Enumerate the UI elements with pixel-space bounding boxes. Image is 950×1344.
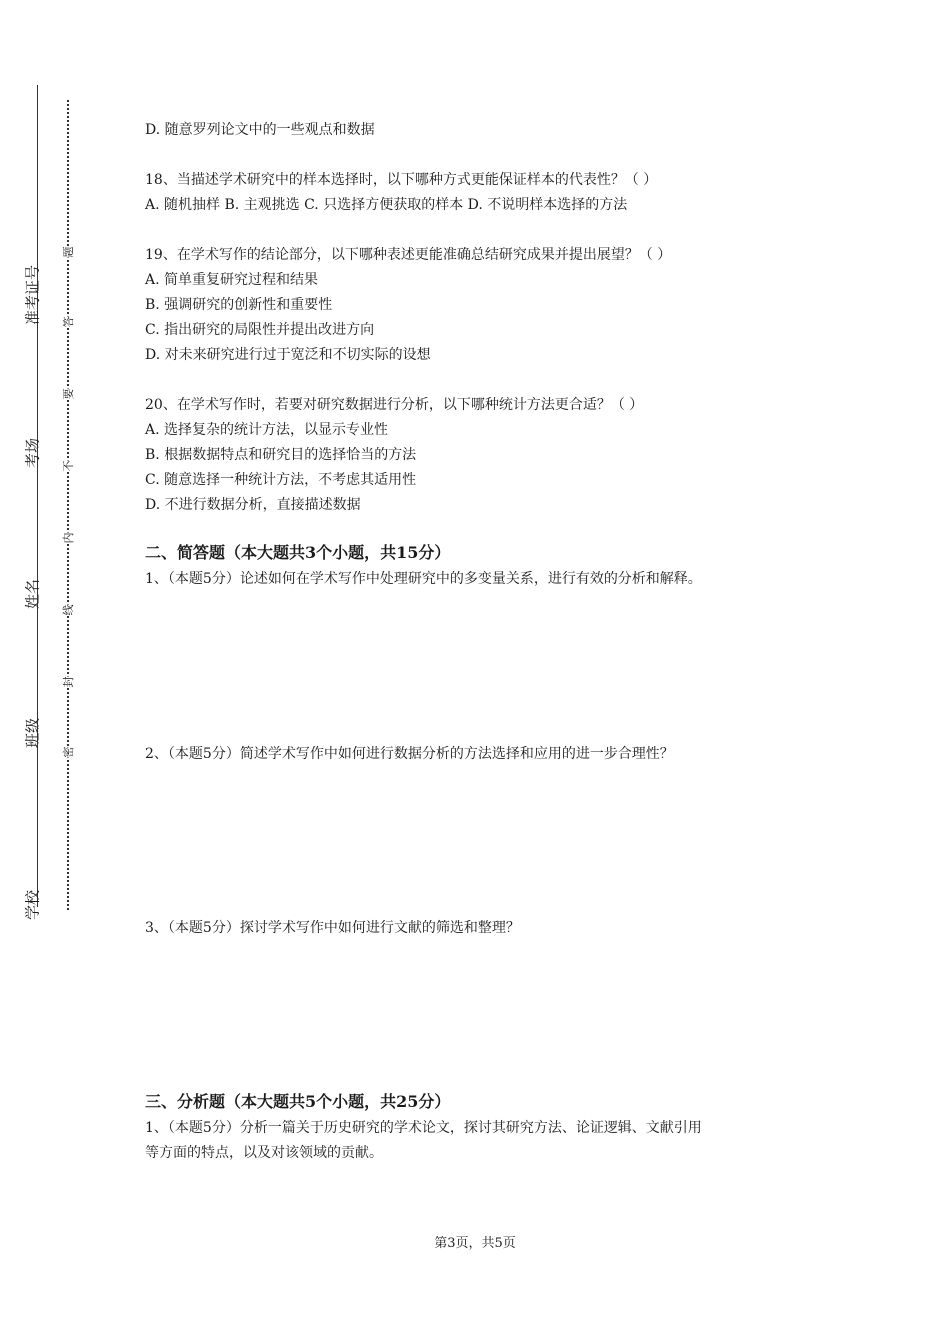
binding-field-name: 姓名	[23, 578, 42, 610]
binding-mark: 不	[58, 461, 78, 472]
section3-q1-line2: 等方面的特点，以及对该领域的贡献。	[145, 1145, 383, 1161]
q20-option-a: A. 选择复杂的统计方法，以显示专业性	[145, 422, 389, 438]
q19-option-c: C. 指出研究的局限性并提出改进方向	[145, 322, 375, 338]
section3-q1-line1: 1、（本题5分）分析一篇关于历史研究的学术论文，探讨其研究方法、论证逻辑、文献引用	[145, 1120, 702, 1136]
binding-dotted-line	[67, 100, 69, 910]
q18-options: A. 随机抽样 B. 主观挑选 C. 只选择方便获取的样本 D. 不说明样本选择的方法	[145, 197, 628, 213]
q18-stem: 18、当描述学术研究中的样本选择时，以下哪种方式更能保证样本的代表性？（ ）	[145, 172, 658, 188]
q20-option-c: C. 随意选择一种统计方法，不考虑其适用性	[145, 472, 417, 488]
binding-mark: 封	[58, 677, 78, 688]
binding-mark: 线	[58, 605, 78, 616]
section2-q2: 2、（本题5分）简述学术写作中如何进行数据分析的方法选择和应用的进一步合理性？	[145, 746, 674, 762]
page-number: 第3页，共5页	[434, 1236, 516, 1251]
q20-option-b: B. 根据数据特点和研究目的选择恰当的方法	[145, 447, 417, 463]
q19-stem: 19、在学术写作的结论部分，以下哪种表述更能准确总结研究成果并提出展望？（ ）	[145, 247, 672, 263]
binding-field-exam-number: 准考证号	[23, 264, 42, 326]
q20-stem: 20、在学术写作时，若要对研究数据进行分析，以下哪种统计方法更合适？（ ）	[145, 397, 644, 413]
section2-q1: 1、（本题5分）论述如何在学术写作中处理研究中的多变量关系，进行有效的分析和解释。	[145, 571, 702, 587]
binding-mark: 内	[58, 533, 78, 544]
binding-field-school: 学校	[23, 889, 42, 921]
binding-mark: 密	[58, 747, 78, 758]
section2-heading: 二、简答题（本大题共3个小题，共15分）	[145, 543, 451, 562]
q19-option-d: D. 对未来研究进行过于宽泛和不切实际的设想	[145, 347, 431, 363]
q17-option-d: D. 随意罗列论文中的一些观点和数据	[145, 122, 375, 138]
binding-field-exam-room: 考场	[23, 437, 42, 469]
binding-field-class: 班级	[23, 717, 42, 749]
binding-mark: 答	[58, 317, 78, 328]
section3-heading: 三、分析题（本大题共5个小题，共25分）	[145, 1092, 451, 1111]
binding-mark: 题	[58, 247, 78, 258]
binding-solid-line	[37, 85, 38, 907]
binding-mark: 要	[58, 389, 78, 400]
q19-option-b: B. 强调研究的创新性和重要性	[145, 297, 333, 313]
section2-q3: 3、（本题5分）探讨学术写作中如何进行文献的筛选和整理？	[145, 920, 520, 936]
q19-option-a: A. 简单重复研究过程和结果	[145, 272, 319, 288]
q20-option-d: D. 不进行数据分析，直接描述数据	[145, 497, 361, 513]
